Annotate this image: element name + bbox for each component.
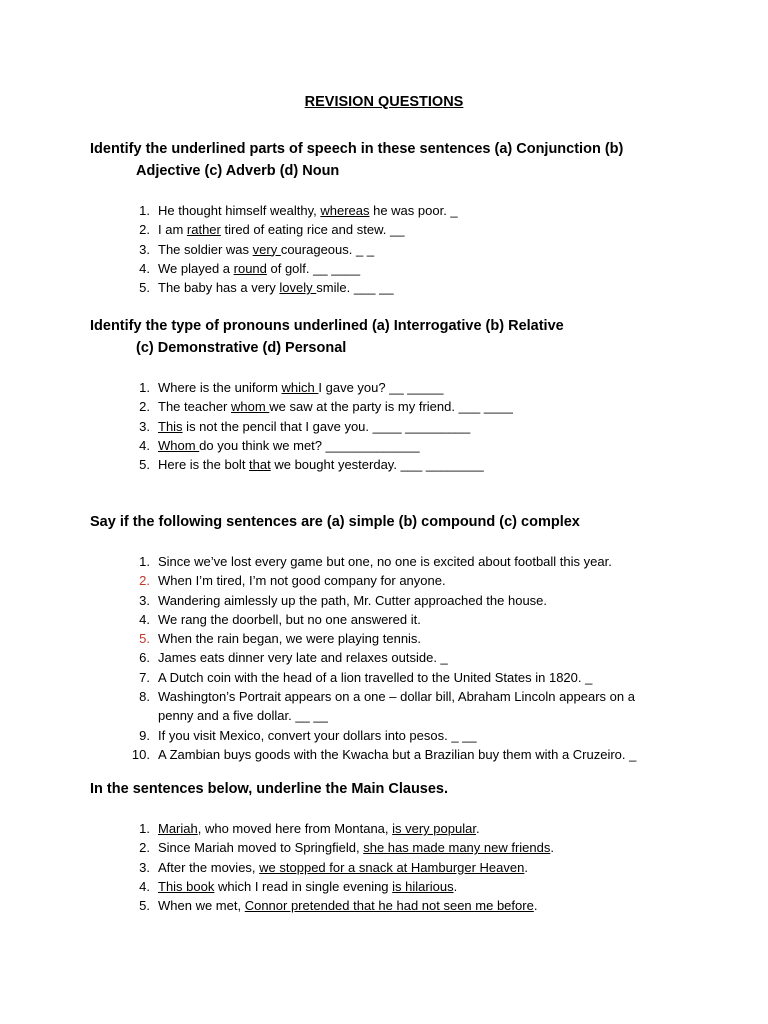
- section-4-heading-line1: In the sentences below, underline the Main Clauses.: [90, 781, 449, 797]
- section-3-list: [0, 552, 637, 764]
- list-item: 3. After the movies, we stopped for a snack at Hamburger Heaven.: [139, 859, 528, 875]
- section-2-list: [0, 378, 560, 474]
- list-item: 3. Wandering aimlessly up the path, Mr. Cutter approached the house.: [139, 592, 548, 608]
- list-item: 2. Since Mariah moved to Springfield, she has made many new friends.: [139, 840, 554, 856]
- list-item: 10. A Zambian buys goods with the Kwacha but a Brazilian buy them with a Cruzeiro. _: [131, 746, 637, 762]
- list-item: 5. When the rain began, we were playing tennis.: [139, 631, 422, 647]
- list-item: 2. When I’m tired, I’m not good company for anyone.: [139, 573, 446, 589]
- list-item: 9. If you visit Mexico, convert your dollars into pesos. _ __: [139, 727, 477, 743]
- section-1-list: [0, 201, 560, 297]
- list-item: 5. The baby has a very lovely smile. ___ __: [139, 280, 394, 296]
- section-2-heading-line2: (c) Demonstrative (d) Personal: [136, 340, 347, 356]
- section-2-heading-line1: Identify the type of pronouns underlined (a) Interrogative (b) Relative: [90, 318, 564, 334]
- section-3-heading: [90, 511, 680, 533]
- section-1-heading-line2: Adjective (c) Adverb (d) Noun: [136, 163, 340, 179]
- section-1-heading: [90, 138, 680, 182]
- page-title: REVISION QUESTIONS: [304, 94, 464, 110]
- list-item: 7. A Dutch coin with the head of a lion travelled to the United States in 1820. _: [139, 669, 593, 685]
- section-3-heading-line1: Say if the following sentences are (a) simple (b) compound (c) complex: [90, 514, 580, 530]
- list-item: 1. Since we’ve lost every game but one, no one is excited about football this year.: [139, 554, 612, 569]
- list-item: 3. This is not the pencil that I gave you. ____ _________: [139, 418, 471, 434]
- list-item: 1. He thought himself wealthy, whereas he was poor. _: [139, 203, 458, 218]
- section-2-heading: [90, 315, 680, 359]
- list-item: 1. Where is the uniform which I gave you? __ _____: [139, 380, 444, 395]
- list-item: 5. Here is the bolt that we bought yesterday. ___ ________: [139, 457, 484, 473]
- list-item: 8. Washington’s Portrait appears on a one – dollar bill, Abraham Lincoln appears on a penny and a five dollar. __ __: [139, 689, 635, 724]
- section-4-heading: [90, 778, 680, 800]
- list-item: 4. We played a round of golf. __ ____: [139, 260, 361, 276]
- section-1-heading-line1: Identify the underlined parts of speech in these sentences (a) Conjunction (b): [90, 141, 624, 157]
- list-item: 5. When we met, Connor pretended that he had not seen me before.: [139, 898, 538, 914]
- list-item: 2. I am rather tired of eating rice and stew. __: [139, 222, 405, 238]
- list-item: 4. We rang the doorbell, but no one answered it.: [139, 611, 421, 627]
- list-item: 6. James eats dinner very late and relaxes outside. _: [139, 650, 448, 666]
- list-item: 1. Mariah, who moved here from Montana, is very popular.: [139, 821, 480, 836]
- list-item: 4. This book which I read in single evening is hilarious.: [139, 878, 458, 894]
- list-item: 4. Whom do you think we met? _____________: [139, 437, 420, 453]
- list-item: 2. The teacher whom we saw at the party is my friend. ___ ____: [139, 399, 513, 415]
- section-4-list: [0, 819, 560, 915]
- list-item: 3. The soldier was very courageous. _ _: [139, 241, 375, 257]
